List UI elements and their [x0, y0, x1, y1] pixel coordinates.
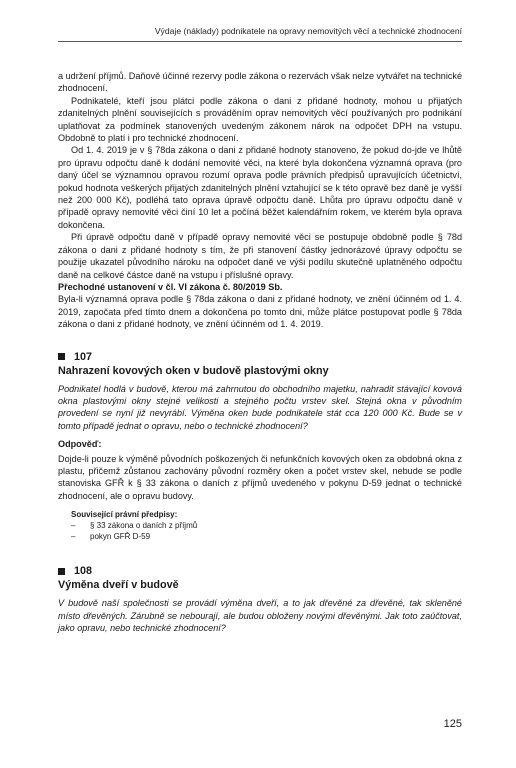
section-108-number — [58, 564, 462, 578]
section-107-number-text: 107 — [74, 350, 93, 363]
legal-item-text: § 33 zákona o daních z příjmů — [90, 521, 198, 531]
transition-heading: Přechodné ustanovení v čl. VI zákona č. 80/2019 Sb. — [58, 281, 283, 292]
intro-paragraph-2: Podnikatelé, kteří jsou plátci podle zákona o dani z přidané hodnoty, mohou u přijatých zdanitelných plnění souvisejících s prováděním oprav nemovitých věcí používaných pro podnikání uplatňovat za podmínek stanovených uvedeným zákonem nárok na odpočet DPH na vstupu. Obdobně to platí i pro technické zhodnocení. — [58, 95, 462, 144]
page-number: 125 — [443, 718, 462, 730]
legal-item-dash: – — [71, 532, 76, 542]
legal-item — [71, 531, 462, 542]
section-107-number — [58, 350, 462, 364]
section-107-answer-label: Odpověď: — [58, 439, 102, 450]
section-107-title: Nahrazení kovových oken v budově plastovými okny — [58, 364, 329, 377]
section-107-legal-label: Související právní předpisy: — [71, 510, 178, 520]
section-107-legal-list — [58, 520, 462, 542]
section-108-number-text: 108 — [74, 565, 93, 578]
section-108-question: V budově naší společnosti se provádí výměna dveří, a to jak dřevěné za dřevěné, tak skleněné místo dřevěných. Zárubně se nebourají, ale budou obloženy novými dřevěnými. Jak toto zaúčtovat, jako opravu, nebo technické zhodnocení? — [58, 598, 462, 633]
intro-paragraph-3: Od 1. 4. 2019 je v § 78da zákona o dani z přidané hodnoty stanoveno, že pokud do-jde ve lhůtě pro úpravu odpočtu daně k dodání nemovité věci, na které byla dokončena významná oprava (pro daný účel se významnou opravou rozumí oprava podle právních předpisů upravujících účetnictví, pokud hodnota veškerých přijatých zdanitelných plnění vztahující se k této opravě bez daně je vyšší než 200 000 Kč), podléhá tato oprava úpravě odpočtu daně. Lhůta pro úpravu odpočtu daně v případě opravy nemovité věci činí 10 let a počíná běžet kalendářním rokem, ve kterém byla oprava dokončena. — [58, 145, 462, 230]
legal-item-text: pokyn GFŘ D-59 — [90, 532, 151, 542]
section-107-answer: Dojde-li pouze k výměně původních poškozených či nefunkčních kovových oken za obdobná okna z plastu, přičemž zůstanou zachovány původní rozměry oken a počet vrstev skel, nebude se podle stanoviska GFŘ k § 33 zákona o daních z příjmů uvedeného v pokynu D-59 jednat o technické zhodnocení, ale o opravu budovy. — [58, 453, 462, 501]
section-107-question: Podnikatel hodlá v budově, kterou má zahrnutou do obchodního majetku, nahradit stávající kovová okna plastovými okny stejné velikosti a stejného počtu vrstev skel. Stejná okna v původním provedení se nyní již nevyrábí. Výměna oken bude podnikatele stát cca 120 000 Kč. Bude se v tomto případě jednat o opravu, nebo o technické zhodnocení? — [58, 383, 462, 431]
intro-paragraph-4: Při úpravě odpočtu daně v případě opravy nemovité věci se postupuje obdobně podle § 78d zákona o dani z přidané hodnoty s tím, že při stanovení částky jednorázové úpravy odpočtu se použije ukazatel původního nároku na odpočet daně ve výši podílu skutečně uplatněného odpočtu daně na celkové částce daně na vstupu i příslušné opravy. — [58, 232, 462, 280]
square-bullet-icon — [58, 568, 65, 575]
running-header: Výdaje (náklady) podnikatele na opravy nemovitých věcí a technické zhodnocení — [58, 26, 462, 42]
page-content — [58, 70, 462, 634]
legal-item — [71, 520, 462, 531]
square-bullet-icon — [58, 353, 65, 360]
intro-paragraph-1: a udržení příjmů. Daňově účinné rezervy podle zákona o rezervách však nelze vytvářet na technické zhodnocení. — [58, 71, 462, 94]
section-108-title: Výměna dveří v budově — [58, 579, 179, 592]
legal-item-dash: – — [71, 521, 76, 531]
transition-text: Byla-li významná oprava podle § 78da zákona o dani z přidané hodnoty, ve znění účinném od 1. 4. 2019, započata před tímto dnem a dokončena po tomto dni, může plátce postupovat podle § 78da zákona o dani z přidané hodnoty, ve znění účinném od 1. 4. 2019. — [58, 294, 462, 330]
